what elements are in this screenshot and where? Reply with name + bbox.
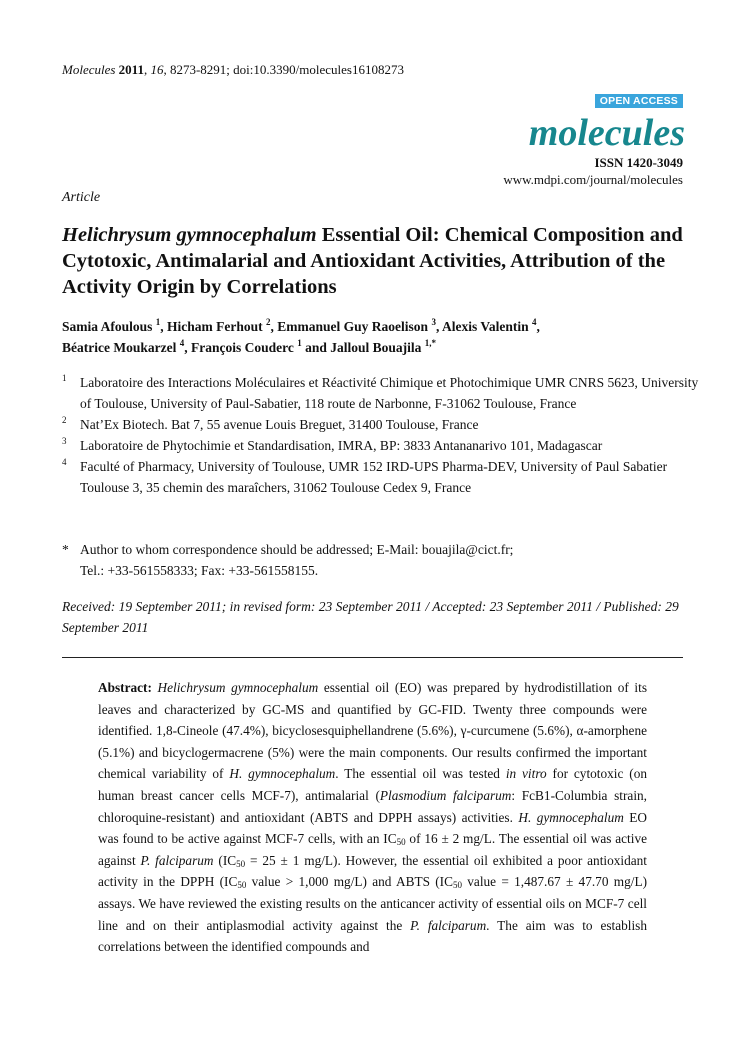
citation-year: 2011 xyxy=(118,62,144,77)
affiliation: 1 Laboratoire des Interactions Moléculaires et Réactivité Chimique et Photochimique UMR CNRS 5623, University of Toulouse, University of Paul-Sabatier, 118 route de Narbonne, F-31062 Toulouse, France xyxy=(62,373,699,411)
author: Hicham Ferhout $^2$ xyxy=(167,317,271,334)
citation-line: Molecules 2011, 16, 8273-8291; doi:10.3390/molecules16108273 xyxy=(62,62,404,77)
author: Alexis Valentin $^4$ xyxy=(441,317,537,334)
paper-title xyxy=(62,222,702,300)
publication-dates: Received: 19 September 2011; in revised form: 23 September 2011 / Accepted: 23 September 2011 / Published: 29 September 2011 xyxy=(62,599,679,635)
divider xyxy=(62,657,683,658)
correspondence xyxy=(62,539,702,581)
title-rest: Essential Oil: Chemical Composition and Cytotoxic, Antimalarial and Antioxidant Activities, Attribution of the Activity Origin by Correlations xyxy=(62,224,683,298)
abstract-label: Abstract: xyxy=(98,680,152,695)
abstract: Abstract: Helichrysum gymnocephalum essential oil (EO) was prepared by hydrodistillation of its leaves and characterized by GC-MS and quantified by GC-FID. Twenty three compounds were identified. 1,8-Cineole (47.4%), bicyclosesquiphellandrene (5.6%), γ-curcumene (5.6%), α-amorphene (5.1%) and bicyclogermacrene (5%) were the main components. Our results confirmed the important chemical variability of H. gymnocephalum. The essential oil was tested in vitro for cytotoxic (on human breast cancer cells MCF-7), antimalarial (Plasmodium falciparum: FcB1-Columbia strain, chloroquine-resistant) and antioxidant (ABTS and DPPH assays) activities. H. gymnocephalum EO was found to be active against MCF-7 cells, with an $IC_{50}$ of 16 ± 2 mg/L. The essential oil was active against P. falciparum ($IC_{50} = 25 \pm 1$ mg/L). However, the essential oil exhibited a poor antioxidant activity in the DPPH ($IC_{50}$ value > 1,000 mg/L) and ABTS ($IC_{50}$ value = 1,487.67 ± 47.70 mg/L) assays. We have reviewed the existing results on the anticancer activity of essential oils on MCF-7 cell line and on their antiplasmodial activity against the P. falciparum. The aim was to establish correlations between the identified compounds and xyxy=(98,680,647,955)
author: Béatrice Moukarzel $^4$ xyxy=(62,338,185,355)
correspondence-phone-line: Tel.: +33-561558333; Fax: +33-561558155. xyxy=(80,563,319,578)
correspondence-email-line: Author to whom correspondence should be addressed; E-Mail: bouajila@cict.fr; xyxy=(80,542,514,557)
issn: ISSN 1420-3049 xyxy=(594,155,683,170)
affiliation: 3 Laboratoire de Phytochimie et Standardisation, IMRA, BP: 3833 Antananarivo 101, Madagascar xyxy=(62,436,603,453)
author-list: Samia Afoulous $^1$, Hicham Ferhout $^2$, Emmanuel Guy Raoelison $^3$, Alexis Valentin $^4$, Béatrice Moukarzel $^4$, François Couderc $^1$ and Jalloul Bouajila $^{1,*}$ xyxy=(62,317,540,355)
journal-logo: molecules xyxy=(528,112,685,154)
open-access-badge: OPEN ACCESS xyxy=(595,94,683,108)
author: Emmanuel Guy Raoelison $^3$ xyxy=(277,317,436,334)
citation-volume: 16 xyxy=(150,62,164,77)
correspondence-mark: * xyxy=(62,542,69,557)
affiliation-list xyxy=(62,372,702,498)
author: Samia Afoulous $^1$ xyxy=(62,317,161,334)
journal-url[interactable]: www.mdpi.com/journal/molecules xyxy=(503,172,683,187)
citation-pages-doi: , 8273-8291; doi:10.3390/molecules16108273 xyxy=(163,62,404,77)
author: François Couderc $^1$ xyxy=(190,338,302,355)
journal-name: Molecules xyxy=(62,62,116,77)
affiliation: 4 Faculté of Pharmacy, University of Toulouse, UMR 152 IRD-UPS Pharma-DEV, University of Paul Sabatier Toulouse 3, 35 chemin des maraîchers, 31062 Toulouse Cedex 9, France xyxy=(62,457,668,495)
title-species: Helichrysum gymnocephalum xyxy=(62,224,317,246)
article-type: Article xyxy=(62,190,101,205)
affiliation: 2 Nat’Ex Biotech. Bat 7, 55 avenue Louis Breguet, 31400 Toulouse, France xyxy=(62,415,479,432)
author: Jalloul Bouajila $^{1,*}$ xyxy=(330,338,437,355)
